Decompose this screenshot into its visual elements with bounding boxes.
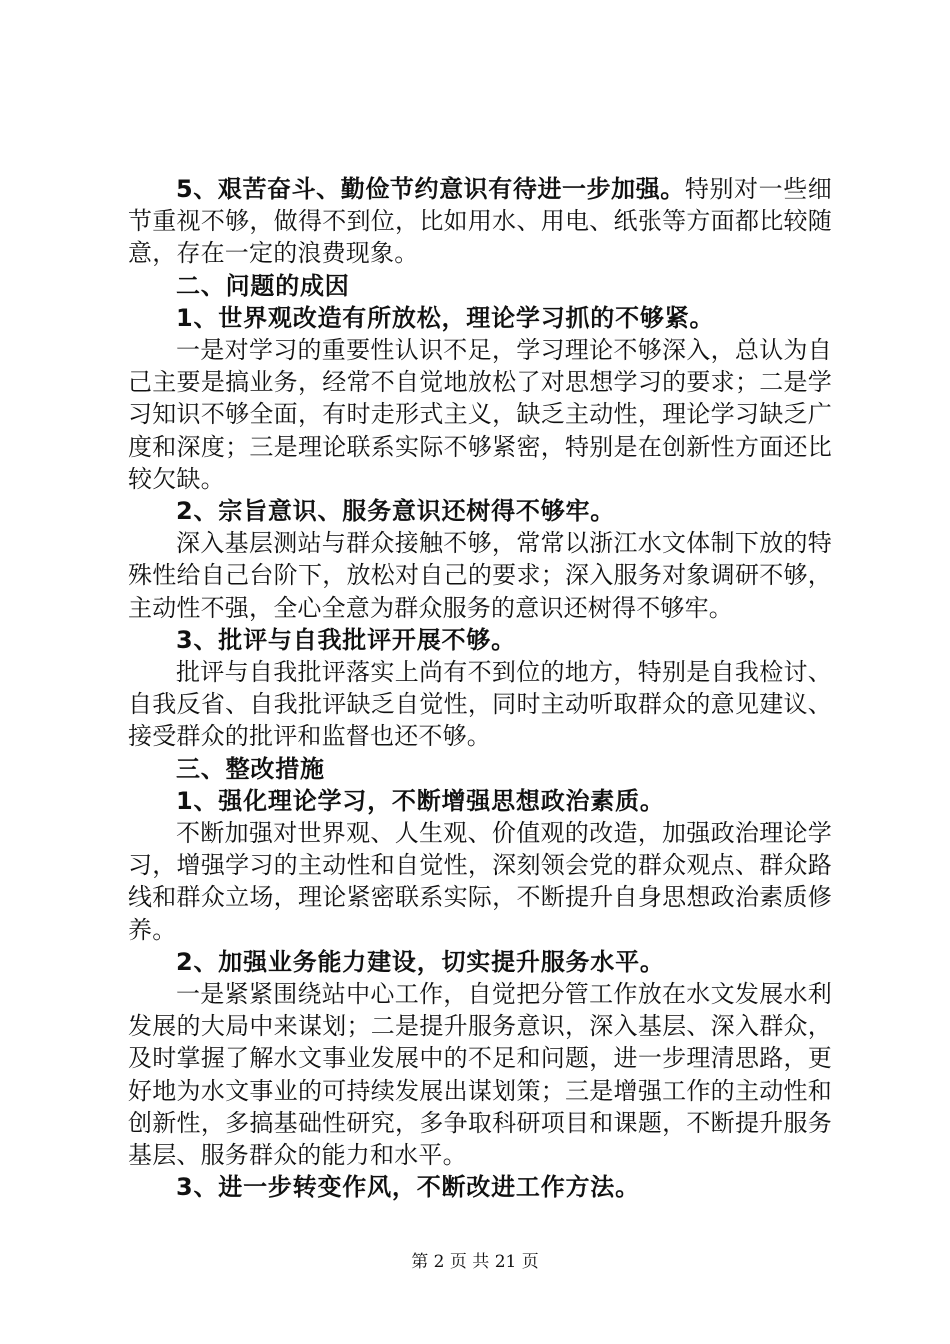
- document-body: [128, 173, 832, 1204]
- cause-3-paragraph: 批评与自我批评落实上尚有不到位的地方，特别是自我检讨、自我反省、自我批评缺乏自觉性，同时主动听取群众的意见建议、接受群众的批评和监督也还不够。: [128, 658, 832, 751]
- paragraph-item-5: [128, 173, 832, 270]
- cause-1-paragraph: 一是对学习的重要性认识不足，学习理论不够深入，总认为自己主要是搞业务，经常不自觉地放松了对思想学习的要求；二是学习知识不够全面，有时走形式主义，缺乏主动性，理论学习缺乏广度和深度；三是理论联系实际不够紧密，特别是在创新性方面还比较欠缺。: [128, 336, 832, 493]
- section-heading-causes: 二、问题的成因: [176, 271, 350, 300]
- item-5-bold-lead: 5、艰苦奋斗、勤俭节约意识有待进一步加强。: [176, 175, 685, 203]
- item-5-text: 特别对一些细节重视不够，做得不到位，比如用水、用电、纸张等方面都比较随意，存在一定的浪费现象。: [128, 175, 832, 268]
- cause-2-paragraph: 深入基层测站与群众接触不够，常常以浙江水文体制下放的特殊性给自己台阶下，放松对自己的要求；深入服务对象调研不够，主动性不强，全心全意为群众服务的意识还树得不够牢。: [128, 529, 832, 622]
- measure-1-heading: 1、强化理论学习，不断增强思想政治素质。: [176, 786, 665, 815]
- cause-1-heading: 1、世界观改造有所放松，理论学习抓的不够紧。: [176, 303, 715, 332]
- page-number-footer: 第 2 页 共 21 页: [411, 1252, 539, 1272]
- measure-3-heading: 3、进一步转变作风，不断改进工作方法。: [176, 1173, 640, 1202]
- cause-2-heading: 2、宗旨意识、服务意识还树得不够牢。: [176, 497, 616, 526]
- measure-1-paragraph: 不断加强对世界观、人生观、价值观的改造，加强政治理论学习，增强学习的主动性和自觉性，深刻领会党的群众观点、群众路线和群众立场，理论紧密联系实际，不断提升自身思想政治素质修养。: [128, 819, 832, 944]
- measure-2-heading: 2、加强业务能力建设，切实提升服务水平。: [176, 947, 665, 976]
- measure-2-paragraph: 一是紧紧围绕站中心工作，自觉把分管工作放在水文发展水利发展的大局中来谋划；二是提升服务意识，深入基层、深入群众，及时掌握了解水文事业发展中的不足和问题，进一步理清思路，更好地为水文事业的可持续发展出谋划策；三是增强工作的主动性和创新性，多搞基础性研究，多争取科研项目和课题，不断提升服务基层、服务群众的能力和水平。: [128, 980, 832, 1170]
- cause-3-heading: 3、批评与自我批评开展不够。: [176, 625, 516, 654]
- section-heading-measures: 三、整改措施: [176, 754, 325, 783]
